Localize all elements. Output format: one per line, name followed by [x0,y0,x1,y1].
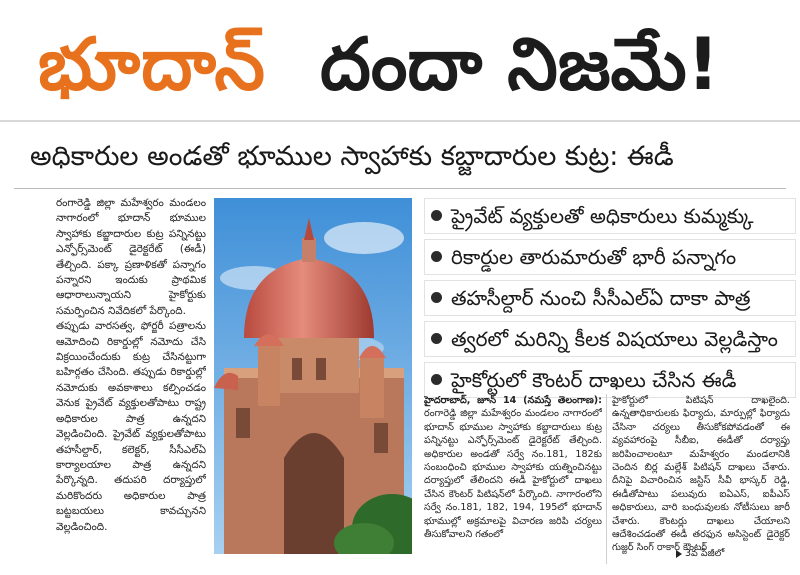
highlight-text: హైకోర్టులో కౌంటర్ దాఖలు చేసిన ఈడీ [451,368,737,392]
highlight-item [424,198,796,234]
continued-on-page [676,548,724,561]
highlight-text: ప్రైవేట్ వ్యక్తులతో అధికారులు కుమ్మక్కు [451,204,754,228]
bullet-dot-icon [431,292,442,303]
headline-banner [0,0,800,122]
bullet-dot-icon [431,210,442,221]
arrow-right-icon [676,550,682,558]
bullet-dot-icon [431,374,442,385]
body-column-3: హైకోర్టులో పిటిషన్ దాఖలైంది. ఉన్నతాధికారులకు ఫిర్యాదు, మార్పుల్లో ఫిర్యాదు చేసినా చర్యలు తీసుకోకపోవడంతో ఈ వ్యవహారంపై సీబీఐ, ఈడీతో దర్యాప్తు జరిపించాలంటూ మహేశ్వరం మండలానికి చెందిన బిర్ల మల్లేశ్ పిటిషన్ దాఖలు చేశారు. దీనిపై విచారించిన జస్టిస్ సీవీ భాస్కర్ రెడ్డి, ఈడీతోపాటు పలువురు ఐఏఎస్, ఐపీఎస్ అధికారులు, వారి బంధువులకు నోటీసులు జారీ చేశారు. కౌంటర్లు దాఖలు చేయాలని ఆదేశించడంతో ఈడీ తరఫున అసిస్టెంట్ డైరెక్టర్ గుజ్జర్ సింగ్ రాకార్ కౌంటర్ [612,395,790,554]
headline-black-words: దందా నిజమే! [320,22,720,106]
left-text-column [56,196,206,556]
left-paragraph-1: రంగారెడ్డి జిల్లా మహేశ్వరం మండలం నాగారంలో భూదాన్ భూముల స్వాహాకు కబ్జాదారుల కుట్ర పన్నినట్టు ఎన్ఫోర్స్‌మెంట్ డైరెక్టరేట్ (ఈడీ) తేల్చింది. పక్కా ప్రణాళికతో పన్నాగం పన్నారని ఇందుకు ప్రాథమిక ఆధారాలున్నాయని హైకోర్టుకు సమర్పించిన నివేదికలో పేర్కొంది. [56,197,206,317]
headline-orange-word: భూదాన్ [38,22,266,106]
highlights-list [424,198,796,403]
highlight-item [424,280,796,316]
highlight-item [424,239,796,275]
subheadline: అధికారుల అండతో భూముల స్వాహాకు కబ్జాదారుల కుట్ర: ఈడీ [30,141,674,172]
dateline: హైదరాబాద్‌, జూన్ 14 (నమస్తే తెలంగాణ): [424,395,602,406]
bullet-dot-icon [431,333,442,344]
highlight-text: రికార్డుల తారుమారుతో భారీ పన్నాగం [451,245,737,269]
body-column-2 [424,394,602,560]
highlight-item [424,362,796,398]
column-divider [606,394,607,564]
highlight-text: త్వరలో మరిన్ని కీలక విషయాలు వెల్లడిస్తాం [451,327,778,351]
highlight-item [424,321,796,357]
continued-label: 3వ పేజీలో [685,548,725,559]
bullet-dot-icon [431,251,442,262]
body-column-2-text: రంగారెడ్డి జిల్లా మహేశ్వరం మండలం నాగారంలో భూదాన్ భూముల స్వాహాకు కబ్జాదారులు కుట్ర పన్నినట్టు ఎన్ఫోర్స్‌మెంట్ డైరెక్టరేట్ తేల్చింది. అధికారుల అండతో సర్వే నం.181, 182కు సంబంధించి భూముల స్వాహాకు యత్నించినట్టు దర్యాప్తులో తేలిందని ఈడీ హైకోర్టులో దాఖలు చేసిన కౌంటర్ పిటిషన్‌లో పేర్కొంది. నాగారంలోని సర్వే నం.181, 182, 194, 195లో భూదాన్ భూముల్లో అక్రమాలపై విచారణ జరిపి చర్యలు తీసుకోవాలని గతంలో [424,408,602,541]
highlight-text: తహసీల్దార్ నుంచి సీసీఎల్ఏ దాకా పాత్ర [451,286,751,310]
high-court-photo [214,198,412,554]
divider-rule [14,188,786,189]
left-paragraph-2: తప్పుడు వారసత్వ, ఫోర్జరీ పత్రాలను ఆమోదించి రికార్డుల్లో నమోదు చేసి విక్రయించేందుకు కుట్ర చేసినట్టుగా బహిర్గతం చేసింది. తప్పుడు రికార్డుల్లో నమోదుకు అవకాశాలు కల్పించడం వెనుక ప్రైవేట్ వ్యక్తులతోపాటు రాష్ట్ర అధికారుల పాత్ర ఉన్నదని వెల్లడించింది. ప్రైవేట్ వ్యక్తులతోపాటు తహసీల్దార్, కలెక్టర్, సీసీఎల్ఏ కార్యాలయాల పాత్ర ఉన్నదని పేర్కొన్నది. తదుపరి దర్యాప్తులో మరికొందరు అధికారుల పాత్ర బట్టబయలు కావచ్చునని వెల్లడించింది. [56,320,206,533]
